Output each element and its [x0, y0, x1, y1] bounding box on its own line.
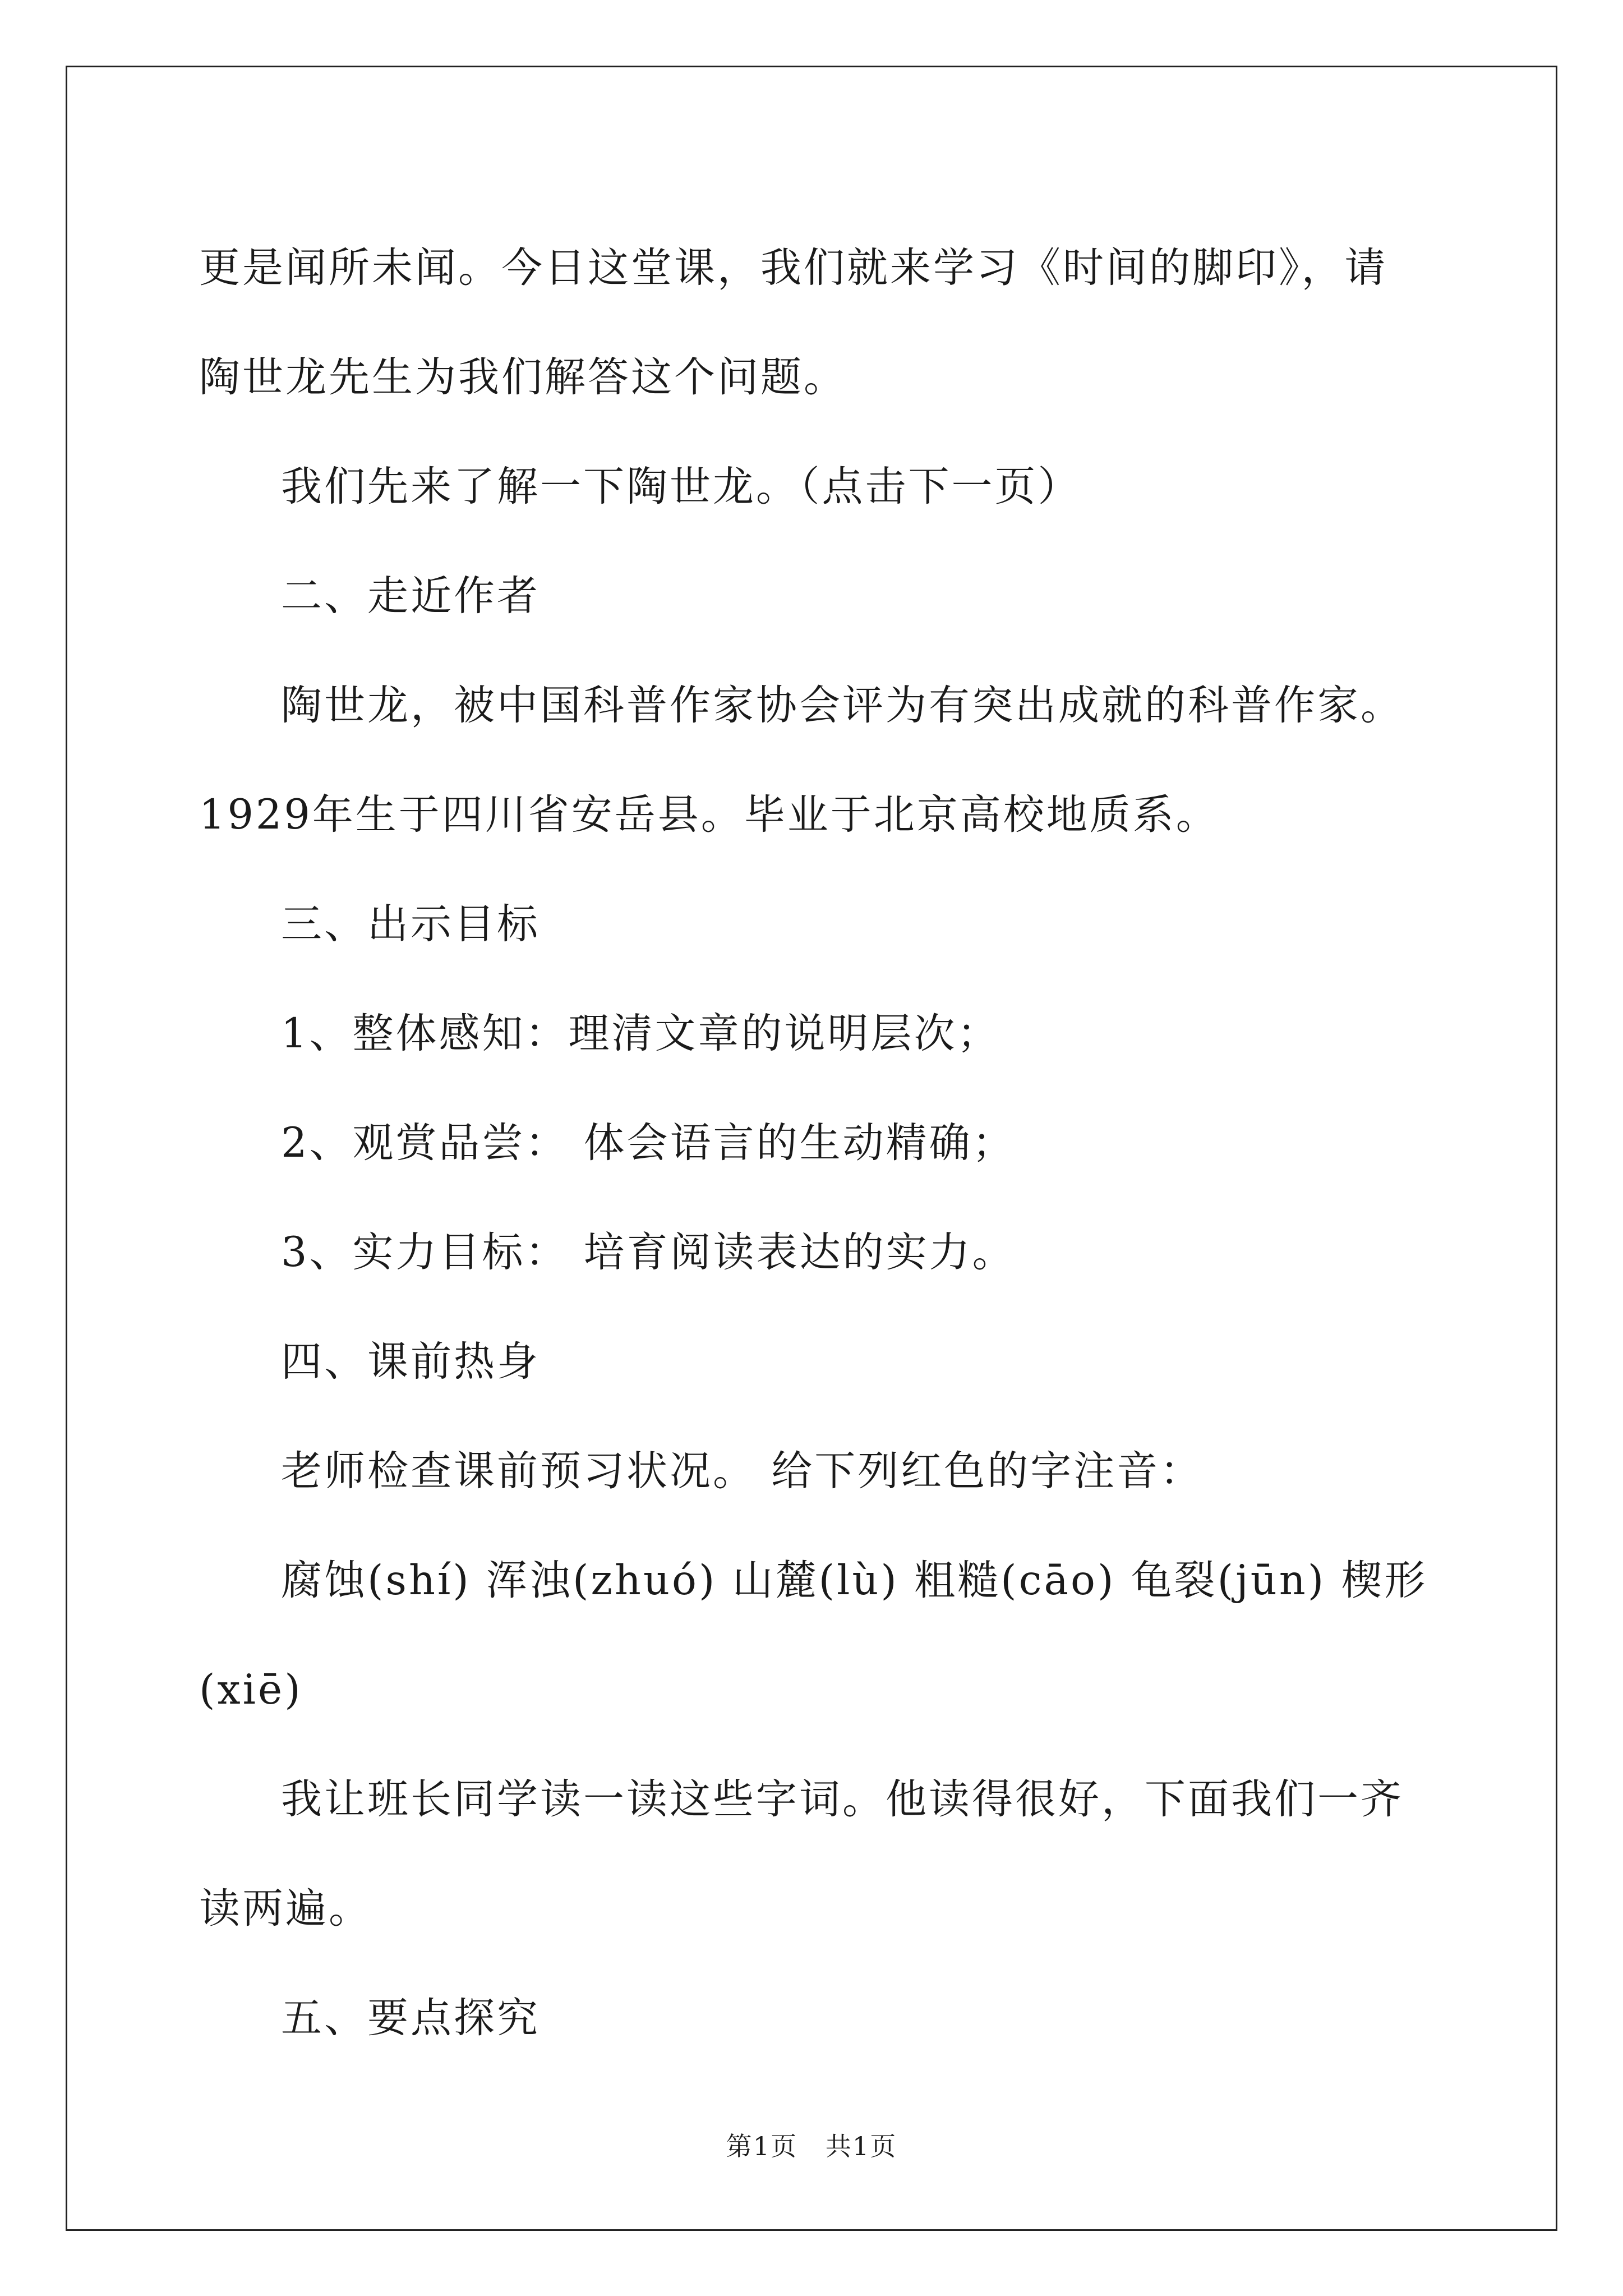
document-body: [199, 213, 1430, 2073]
paragraph-intro-author: 我们先来了解一下陶世龙。（点击下一页）: [281, 463, 1081, 510]
section-heading-warmup: 四、课前热身: [281, 1338, 540, 1386]
section-heading-key-points: 五、要点探究: [281, 1994, 540, 2042]
paragraph-reading: 我让班长同学读一读这些字词。他读得很好，下面我们一齐读两遍。: [199, 1775, 1404, 1932]
paragraph-author-bio: 陶世龙，被中国科普作家协会评为有突出成就的科普作家。1929年生于四川省安岳县。毕业于北京高校地质系。: [199, 682, 1404, 839]
page-footer: 第1页 共1页: [726, 2131, 897, 2161]
goal-item-2: 2、观赏品尝： 体会语言的生动精确；: [281, 1119, 1016, 1167]
paragraph-preview-check: 老师检查课前预习状况。 给下列红色的字注音：: [281, 1447, 1204, 1495]
goal-item-1: 1、整体感知：理清文章的说明层次；: [281, 1010, 1000, 1057]
paragraph-continuation: 更是闻所未闻。今日这堂课，我们就来学习《时间的脚印》，请陶世龙先生为我们解答这个问题。: [199, 244, 1388, 401]
section-heading-author: 二、走近作者: [281, 572, 540, 620]
goal-item-3: 3、实力目标： 培育阅读表达的实力。: [281, 1228, 1016, 1276]
paragraph-pinyin-list: 腐蚀(shí) 浑浊(zhuó) 山麓(lù) 粗糙(cāo) 龟裂(jūn) 楔形(xiē): [199, 1557, 1428, 1714]
section-heading-goals: 三、出示目标: [281, 900, 540, 948]
